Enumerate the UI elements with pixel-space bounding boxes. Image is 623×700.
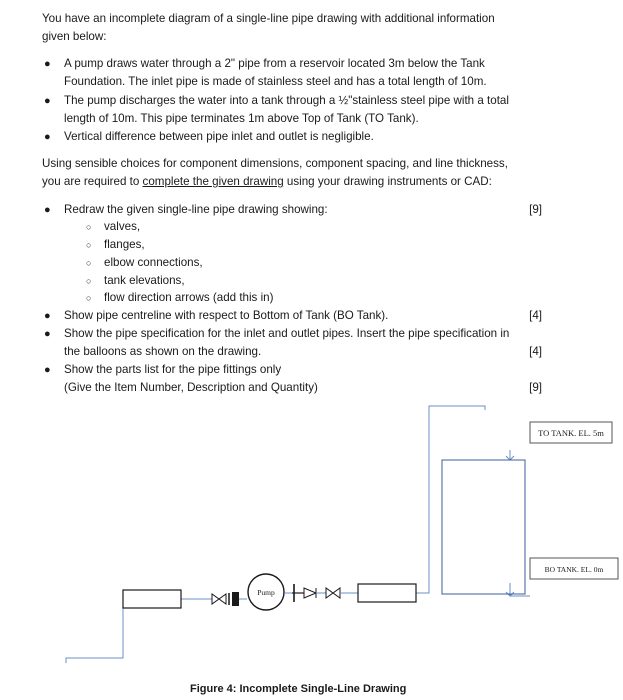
inlet-fitting-icon xyxy=(232,592,239,606)
tank xyxy=(442,460,525,594)
task-spec-marks: [4] xyxy=(529,345,542,358)
task-parts-line-1: Show the parts list for the pipe fittings only xyxy=(64,363,282,376)
bo-tank-label: BO TANK. EL. 0m xyxy=(544,565,604,574)
task-spec-line-2: the balloons as shown on the drawing. xyxy=(64,345,262,358)
check-valve-icon xyxy=(304,588,316,598)
given-2-line-1: The pump discharges the water into a tank through a ½"stainless steel pipe with a total xyxy=(64,94,509,107)
bullet-icon: ● xyxy=(44,58,51,70)
circle-bullet-icon: ○ xyxy=(86,293,92,303)
subitem-arrows: flow direction arrows (add this in) xyxy=(104,291,274,304)
task-centreline-marks: [4] xyxy=(529,309,542,322)
given-1-line-1: A pump draws water through a 2" pipe from a reservoir located 3m below the Tank xyxy=(64,57,485,70)
figure-caption: Figure 4: Incomplete Single-Line Drawing xyxy=(190,683,407,695)
outlet-valve-icon xyxy=(326,588,340,598)
bullet-icon: ● xyxy=(44,364,51,376)
instruction-post: using your drawing instruments or CAD: xyxy=(283,175,492,188)
bullet-icon: ● xyxy=(44,328,51,340)
task-redraw: Redraw the given single-line pipe drawing showing: xyxy=(64,203,328,216)
inlet-arrow-top xyxy=(506,450,514,460)
inlet-valve-icon xyxy=(212,594,226,604)
given-2-line-2: length of 10m. This pipe terminates 1m above Top of Tank (TO Tank). xyxy=(64,112,419,125)
circle-bullet-icon: ○ xyxy=(86,258,92,268)
given-3-line-1: Vertical difference between pipe inlet and outlet is negligible. xyxy=(64,130,374,143)
circle-bullet-icon: ○ xyxy=(86,222,92,232)
task-spec-line-1: Show the pipe specification for the inlet and outlet pipes. Insert the pipe specification in xyxy=(64,327,510,340)
intro-line-1: You have an incomplete diagram of a single-line pipe drawing with additional information xyxy=(42,12,495,25)
bullet-icon: ● xyxy=(44,95,51,107)
circle-bullet-icon: ○ xyxy=(86,240,92,250)
subitem-valves: valves, xyxy=(104,220,141,233)
subitem-flanges: flanges, xyxy=(104,238,145,251)
bullet-icon: ● xyxy=(44,131,51,143)
outlet-block xyxy=(358,584,416,602)
task-redraw-marks: [9] xyxy=(529,203,542,216)
bullet-icon: ● xyxy=(44,204,51,216)
outlet-riser xyxy=(416,406,485,593)
instruction-line-1: Using sensible choices for component dimensions, component spacing, and line thickness, xyxy=(42,157,508,170)
instruction-underlined: complete the given drawing xyxy=(142,175,284,188)
intro-line-2: given below: xyxy=(42,30,107,43)
bullet-icon: ● xyxy=(44,310,51,322)
given-1-line-2: Foundation. The inlet pipe is made of stainless steel and has a total length of 10m. xyxy=(64,75,487,88)
to-tank-label: TO TANK. EL. 5m xyxy=(538,428,604,438)
subitem-elevations: tank elevations, xyxy=(104,274,185,287)
inlet-block xyxy=(123,590,181,608)
pump-label: Pump xyxy=(257,588,275,597)
task-centreline: Show pipe centreline with respect to Bottom of Tank (BO Tank). xyxy=(64,309,389,322)
task-parts-line-2: (Give the Item Number, Description and Quantity) xyxy=(64,381,318,394)
inlet-pipe-lower xyxy=(66,599,123,663)
subitem-elbows: elbow connections, xyxy=(104,256,203,269)
circle-bullet-icon: ○ xyxy=(86,276,92,286)
task-parts-marks: [9] xyxy=(529,381,542,394)
instruction-pre: you are required to xyxy=(42,175,143,188)
